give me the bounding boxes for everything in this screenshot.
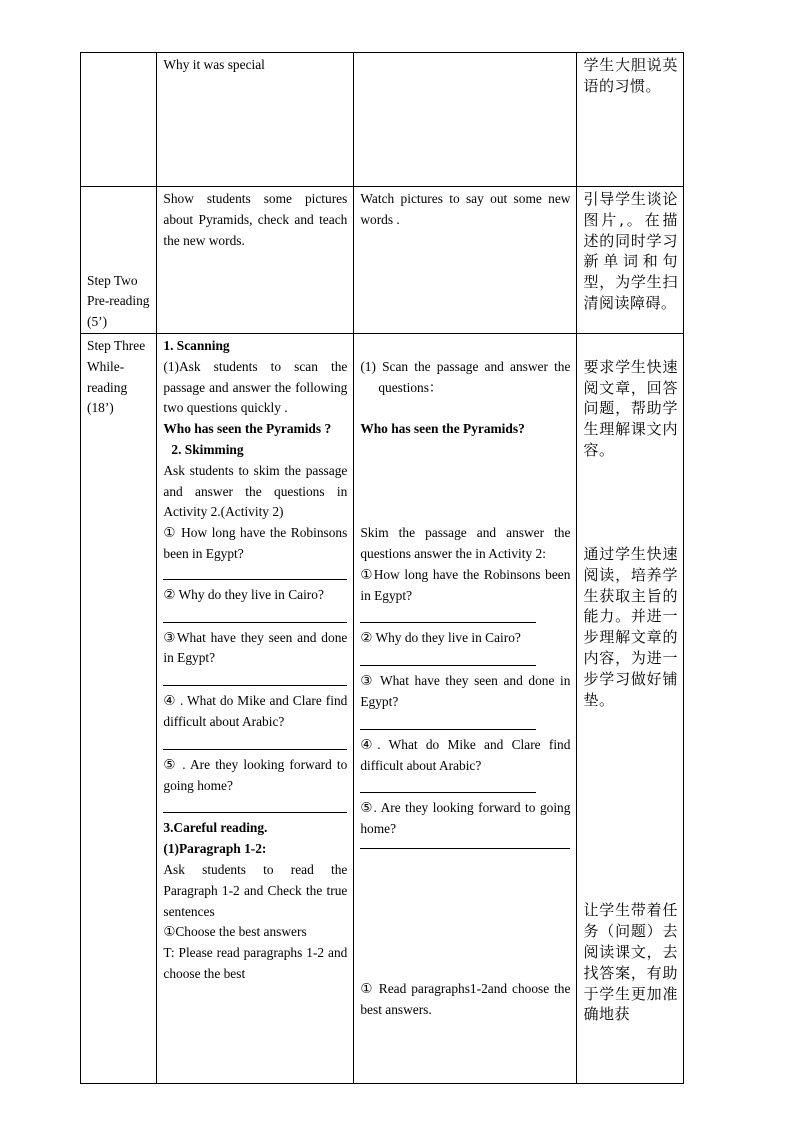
step-label: Step Two Pre-reading (5’) (87, 272, 150, 330)
student-activity-cell (354, 334, 577, 1084)
design-note: 通过学生快速阅读，培养学生获取主旨的能力。并进一步理解文章的内容，为进一步学习做好铺垫。 (583, 544, 678, 709)
answer-line (163, 579, 347, 580)
answer-line (163, 749, 347, 750)
answer-line (360, 729, 536, 730)
careful-reading-title: 3.Careful reading. (163, 820, 268, 836)
design-note: 让学生带着任务（问题）去阅读课文，去找答案，有助于学生更加准确地获 (583, 901, 678, 1024)
paragraph-title: (1)Paragraph 1-2: (163, 841, 267, 857)
student-question-2: ② Why do they live in Cairo? (360, 630, 521, 646)
student-activity-cell (354, 53, 577, 187)
scanning-question: Who has seen the Pyramids ? (163, 421, 332, 437)
answer-line (360, 665, 536, 666)
content-text: Why it was special (163, 57, 265, 72)
skimming-title: 2. Skimming (171, 441, 244, 457)
student-text: Watch pictures to say out some new words . (360, 191, 571, 227)
question-2: ② Why do they live in Cairo? (163, 586, 324, 602)
student-question-5: ⑤. Are they looking forward to going home? (360, 800, 571, 837)
design-note: 要求学生快速阅文章，回答问题，帮助学生理解课文内容。 (583, 357, 678, 459)
skimming-text: Ask students to skim the passage and answer the questions in Activity 2.(Activity 2) (163, 462, 348, 520)
answer-line (360, 848, 570, 849)
table-row (81, 53, 684, 187)
student-activity-cell (354, 187, 577, 334)
teacher-activity-cell (157, 187, 354, 334)
student-question-3: ③ What have they seen and done in Egypt? (360, 673, 571, 709)
question-1: ① How long have the Robinsons been in Egypt? (163, 525, 348, 561)
design-intent-cell (577, 334, 684, 1084)
design-intent-cell (577, 187, 684, 334)
question-5: ⑤ . Are they looking forward to going home? (163, 756, 348, 793)
student-question-1: ①How long have the Robinsons been in Egypt? (360, 566, 571, 603)
step-label: Step Three While-reading (18’) (87, 338, 146, 416)
answer-line (163, 812, 347, 813)
design-note: 学生大胆说英语的习惯。 (583, 56, 678, 95)
question-4: ④ . What do Mike and Clare find difficult about Arabic? (163, 693, 348, 729)
answer-line (163, 622, 347, 623)
design-intent-cell (577, 53, 684, 187)
step-cell (81, 334, 157, 1084)
question-3: ③What have they seen and done in Egypt? (163, 629, 348, 666)
student-question-4: ④. What do Mike and Clare find difficult about Arabic? (360, 736, 571, 773)
paragraph-text: Ask students to read the Paragraph 1-2 and Check the true sentences (163, 861, 348, 919)
teacher-instruction: T: Please read paragraphs 1-2 and choose the best (163, 945, 348, 981)
teacher-activity-cell (157, 334, 354, 1084)
step-cell (81, 187, 157, 334)
scan-text: (1) Scan the passage and answer the questions： (360, 358, 571, 395)
teacher-activity-cell (157, 53, 354, 187)
step-cell (81, 53, 157, 187)
scan-question: Who has seen the Pyramids? (360, 421, 525, 437)
table-row (81, 334, 684, 1084)
teacher-text: Show students some pictures about Pyramids, check and teach the new words. (163, 191, 348, 248)
scanning-title: 1. Scanning (163, 338, 230, 353)
choose-answers: ①Choose the best answers (163, 924, 307, 940)
scanning-text: (1)Ask students to scan the passage and answer the following two questions quickly . (163, 358, 348, 416)
answer-line (360, 792, 536, 793)
design-note: 引导学生谈论图片,。在描述的同时学习新单词和句型，为学生扫清阅读障碍。 (583, 190, 678, 312)
table-row (81, 187, 684, 334)
lesson-plan-table (80, 52, 684, 1084)
answer-line (163, 685, 347, 686)
skim-text: Skim the passage and answer the questions answer the in Activity 2: (360, 525, 571, 561)
read-text: ① Read paragraphs1-2and choose the best answers. (360, 980, 571, 1017)
answer-line (360, 622, 536, 623)
